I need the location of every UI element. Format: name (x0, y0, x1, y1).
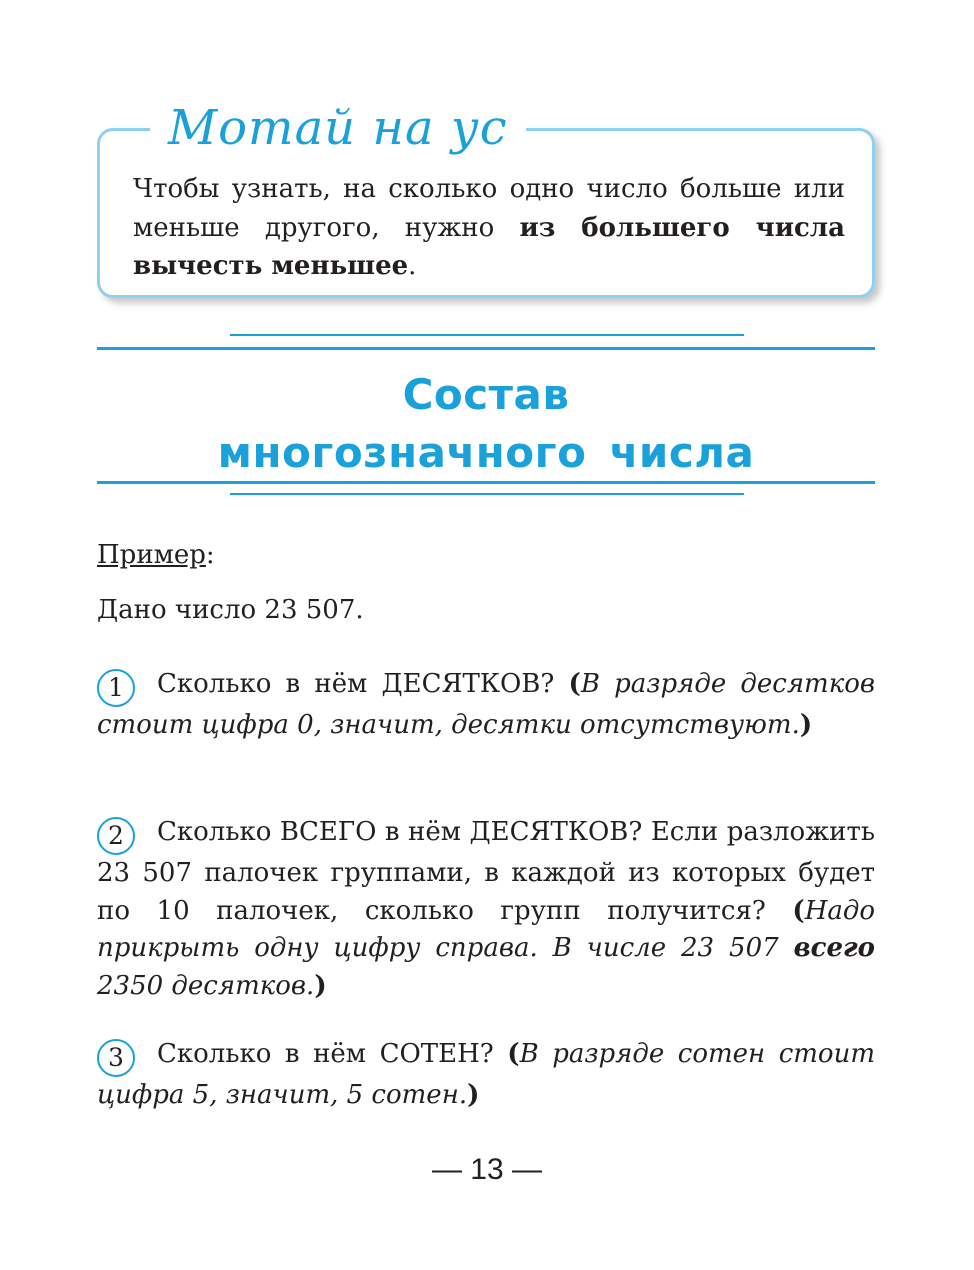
item-3-answer: В разряде сотен стоит цифра 5, значит, 5 сотен. (97, 1039, 875, 1110)
item-1-close-paren: ) (799, 710, 813, 740)
item-2-close-paren: ) (314, 970, 327, 1001)
item-2-answer-part1: Надо прикрыть одну цифру справа. В числе 23 507 (97, 895, 875, 963)
bottom-short-rule (230, 493, 744, 495)
list-item-2 (97, 814, 875, 1005)
tip-text-bold: из большего числа вычесть меньшее (133, 212, 845, 281)
list-item-1 (97, 666, 875, 745)
item-3-question: Сколько в нём СОТЕН? (157, 1039, 508, 1069)
top-long-rule (97, 347, 875, 350)
number-circle-2: 2 (97, 817, 135, 855)
page-number: — 13 — (431, 1153, 543, 1186)
bottom-long-rule (97, 481, 875, 484)
item-2-answer-bold: всего (793, 933, 875, 963)
tip-title: Мотай на ус (150, 98, 526, 158)
top-short-rule (230, 334, 744, 336)
section-title-line2: многозначного числа (217, 428, 755, 477)
item-1-open-paren: ( (568, 669, 581, 699)
section-title-line1: Состав (402, 370, 570, 419)
item-3-open-paren: ( (507, 1039, 520, 1069)
item-1-question: Сколько в нём ДЕСЯТКОВ? (157, 669, 569, 699)
example-label-text: Пример (97, 540, 206, 570)
example-label-colon: : (205, 540, 215, 570)
tip-text (133, 170, 845, 286)
example-label (97, 537, 875, 575)
item-3-close-paren: ) (467, 1080, 480, 1110)
item-1-answer: В разряде десятков стоит цифра 0, значит, десятки отсутствуют. (97, 669, 876, 740)
list-item-3 (97, 1036, 875, 1115)
section-title (97, 366, 875, 482)
item-2-question: Сколько ВСЕГО в нём ДЕСЯТКОВ? Если разложить 23 507 палочек группами, в каждой из которых будет по 10 палочек, сколько групп получится? (97, 817, 875, 926)
tip-text-end: . (408, 251, 417, 281)
tip-text-plain: Чтобы узнать, на сколько одно число больше или меньше другого, нужно (133, 174, 845, 243)
given-number: Дано число 23 507. (97, 595, 364, 625)
number-circle-1: 1 (97, 669, 135, 707)
item-2-open-paren: ( (792, 895, 805, 926)
number-circle-3: 3 (97, 1039, 135, 1077)
item-2-answer-part2: 2350 десятков. (97, 970, 315, 1001)
